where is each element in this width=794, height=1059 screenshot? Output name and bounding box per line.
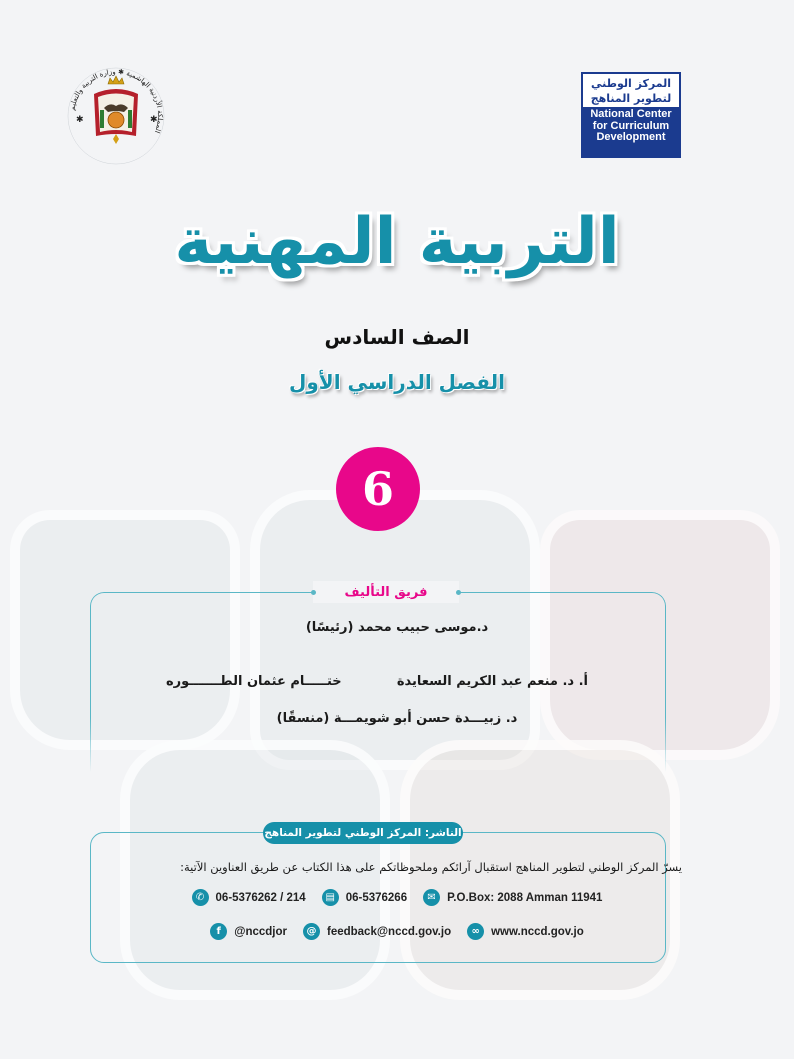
website-url[interactable]: www.nccd.gov.jo — [491, 925, 584, 938]
semester-label: الفصل الدراسي الأول — [289, 370, 505, 394]
frame-dot — [456, 590, 461, 595]
authors-label: فريق التأليف — [344, 584, 428, 600]
authors-heading — [313, 581, 459, 603]
ministry-of-education-logo — [64, 64, 168, 168]
publisher-label: الناشر: المركز الوطني لتطوير المناهج — [263, 822, 463, 844]
facebook-handle[interactable]: @nccdjor — [234, 925, 287, 938]
svg-text:✱: ✱ — [150, 115, 158, 125]
contact-facebook[interactable] — [210, 923, 287, 940]
fax-number: 06-5376266 — [345, 891, 408, 904]
author-lead: د.موسى حبيب محمد (رئيسًا) — [305, 620, 489, 635]
mail-icon: ✉ — [423, 889, 440, 906]
po-box: P.O.Box: 2088 Amman 11941 — [447, 891, 603, 904]
grade-number-badge — [336, 447, 420, 531]
link-icon: ∞ — [467, 923, 484, 940]
contact-website[interactable] — [467, 923, 584, 940]
email-address[interactable]: feedback@nccd.gov.jo — [326, 925, 452, 938]
contact-email[interactable] — [303, 923, 451, 940]
grade-label: الصف السادس — [324, 325, 470, 349]
frame-dot — [311, 590, 316, 595]
contact-mail — [423, 889, 602, 906]
fax-icon: ▤ — [322, 889, 339, 906]
phone-icon: ✆ — [192, 889, 209, 906]
contact-row — [0, 889, 794, 906]
publisher-note: يسرّ المركز الوطني لتطوير المناهج استقبال آرائكم وملحوظاتكم على هذا الكتاب عن طريق العناوين الآتية: — [180, 860, 682, 874]
book-title: التربية المهنية — [174, 205, 620, 279]
contact-fax — [322, 889, 407, 906]
ncc-logo — [581, 72, 681, 158]
ncc-logo-arabic: المركز الوطني لتطوير المناهج — [583, 74, 679, 107]
phone-number: 06-5376262 / 214 — [215, 891, 306, 904]
jordan-coat-of-arms-icon — [64, 64, 168, 168]
grade-number: 6 — [361, 462, 394, 516]
ncc-logo-english: National Center for Curriculum Development — [590, 108, 672, 143]
svg-text:✱: ✱ — [76, 115, 84, 125]
facebook-icon: f — [210, 923, 227, 940]
author: ختـــــام عثمان الطـــــــوره — [166, 674, 342, 689]
contact-phone — [192, 889, 306, 906]
author-coordinator: د. زبيـــدة حسن أبو شويمـــة (منسقًا) — [276, 711, 518, 726]
at-sign-icon: @ — [303, 923, 320, 940]
author: أ. د. منعم عبد الكريم السعايدة — [396, 674, 588, 689]
contact-row — [0, 923, 794, 940]
svg-text:المملكة الأردنية الهاشمية ✱ وز: المملكة الأردنية الهاشمية ✱ وزارة التربية والتعليم — [68, 67, 165, 135]
